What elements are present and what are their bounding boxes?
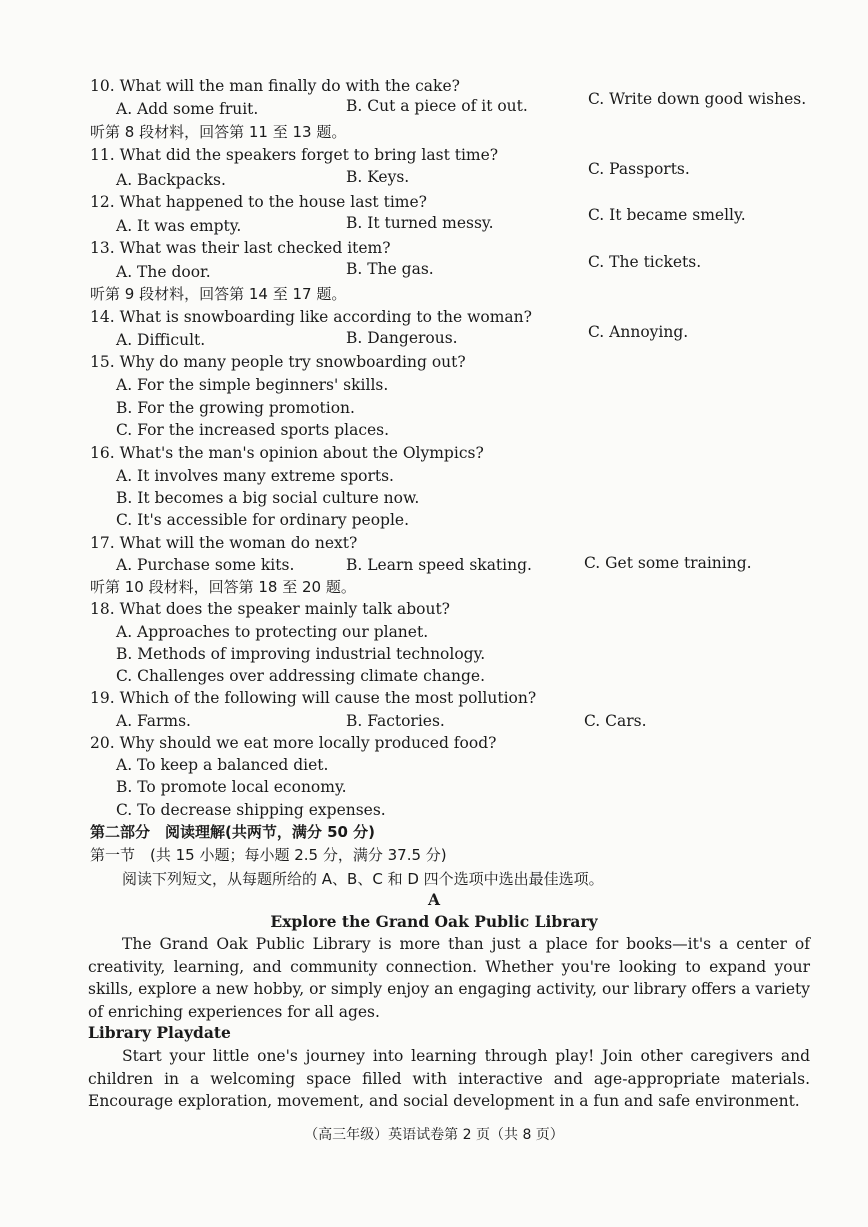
page-footer: （高三年级）英语试卷第 2 页（共 8 页） bbox=[304, 1127, 564, 1143]
passage-title: Explore the Grand Oak Public Library bbox=[270, 912, 598, 931]
question-17-option-a: A. Purchase some kits. bbox=[116, 556, 295, 574]
question-11-option-b: B. Keys. bbox=[346, 168, 410, 186]
question-12-option-a: A. It was empty. bbox=[116, 217, 242, 235]
question-17-stem: 17. What will the woman do next? bbox=[90, 534, 358, 552]
part-two-heading: 第二部分 阅读理解(共两节，满分 50 分) bbox=[90, 823, 376, 841]
question-20-option-c: C. To decrease shipping expenses. bbox=[116, 801, 386, 819]
question-12-option-c: C. It became smelly. bbox=[588, 206, 746, 224]
question-19-option-a: A. Farms. bbox=[116, 712, 191, 730]
passage-letter: A bbox=[427, 890, 441, 909]
question-11-option-a: A. Backpacks. bbox=[116, 171, 226, 189]
section-heading-10: 听第 10 段材料，回答第 18 至 20 题。 bbox=[90, 578, 356, 596]
question-18-stem: 18. What does the speaker mainly talk about? bbox=[90, 600, 450, 618]
question-16-option-b: B. It becomes a big social culture now. bbox=[116, 489, 420, 507]
question-17-option-b: B. Learn speed skating. bbox=[346, 556, 532, 574]
passage-paragraph-1 bbox=[88, 933, 810, 1023]
question-20-stem: 20. Why should we eat more locally produced food? bbox=[90, 734, 497, 752]
section-heading-9: 听第 9 段材料，回答第 14 至 17 题。 bbox=[90, 285, 347, 303]
question-14-option-b: B. Dangerous. bbox=[346, 329, 458, 347]
question-12-option-b: B. It turned messy. bbox=[346, 214, 494, 232]
section-one-heading: 第一节 (共 15 小题；每小题 2.5 分，满分 37.5 分) bbox=[90, 846, 447, 864]
question-16-option-a: A. It involves many extreme sports. bbox=[116, 467, 394, 485]
question-18-option-b: B. Methods of improving industrial technology. bbox=[116, 645, 486, 663]
question-20-option-b: B. To promote local economy. bbox=[116, 778, 347, 796]
question-11-stem: 11. What did the speakers forget to bring last time? bbox=[90, 146, 499, 164]
question-14-stem: 14. What is snowboarding like according to the woman? bbox=[90, 308, 532, 326]
question-16-stem: 16. What's the man's opinion about the Olympics? bbox=[90, 444, 484, 462]
question-13-option-b: B. The gas. bbox=[346, 260, 434, 278]
question-10-stem: 10. What will the man finally do with the cake? bbox=[90, 77, 460, 95]
question-19-option-b: B. Factories. bbox=[346, 712, 445, 730]
question-11-option-c: C. Passports. bbox=[588, 160, 690, 178]
subheading-library-playdate: Library Playdate bbox=[88, 1023, 231, 1042]
question-13-option-a: A. The door. bbox=[116, 263, 211, 281]
question-17-option-c: C. Get some training. bbox=[584, 554, 752, 572]
question-19-option-c: C. Cars. bbox=[584, 712, 647, 730]
question-10-option-c: C. Write down good wishes. bbox=[588, 90, 807, 108]
question-12-stem: 12. What happened to the house last time? bbox=[90, 193, 427, 211]
question-19-stem: 19. Which of the following will cause the most pollution? bbox=[90, 689, 537, 707]
passage-paragraph-1-text: The Grand Oak Public Library is more than just a place for books—it's a center of creativity, learning, and community connection. Whether you're looking to expand your skills, explore a new hobby, or simply enjoy an engaging activity, our library offers a variety of enriching experiences for all ages. bbox=[88, 935, 810, 1021]
question-14-option-c: C. Annoying. bbox=[588, 323, 689, 341]
question-13-stem: 13. What was their last checked item? bbox=[90, 239, 391, 257]
question-18-option-c: C. Challenges over addressing climate change. bbox=[116, 667, 486, 685]
question-10-option-a: A. Add some fruit. bbox=[116, 100, 259, 118]
section-heading-8: 听第 8 段材料，回答第 11 至 13 题。 bbox=[90, 123, 347, 141]
question-16-option-c: C. It's accessible for ordinary people. bbox=[116, 511, 410, 529]
question-13-option-c: C. The tickets. bbox=[588, 253, 702, 271]
question-15-stem: 15. Why do many people try snowboarding out? bbox=[90, 353, 466, 371]
question-14-option-a: A. Difficult. bbox=[116, 331, 206, 349]
question-15-option-b: B. For the growing promotion. bbox=[116, 399, 355, 417]
question-20-option-a: A. To keep a balanced diet. bbox=[116, 756, 329, 774]
passage-paragraph-2 bbox=[88, 1045, 810, 1113]
question-15-option-c: C. For the increased sports places. bbox=[116, 421, 390, 439]
question-10-option-b: B. Cut a piece of it out. bbox=[346, 97, 528, 115]
question-18-option-a: A. Approaches to protecting our planet. bbox=[116, 623, 429, 641]
question-15-option-a: A. For the simple beginners' skills. bbox=[116, 376, 389, 394]
reading-instructions: 阅读下列短文，从每题所给的 A、B、C 和 D 四个选项中选出最佳选项。 bbox=[122, 870, 604, 888]
passage-paragraph-2-text: Start your little one's journey into learning through play! Join other caregivers and children in a welcoming space filled with interactive and age-appropriate materials. Encourage exploration, movement, and social development in a fun and safe environment. bbox=[88, 1047, 810, 1110]
